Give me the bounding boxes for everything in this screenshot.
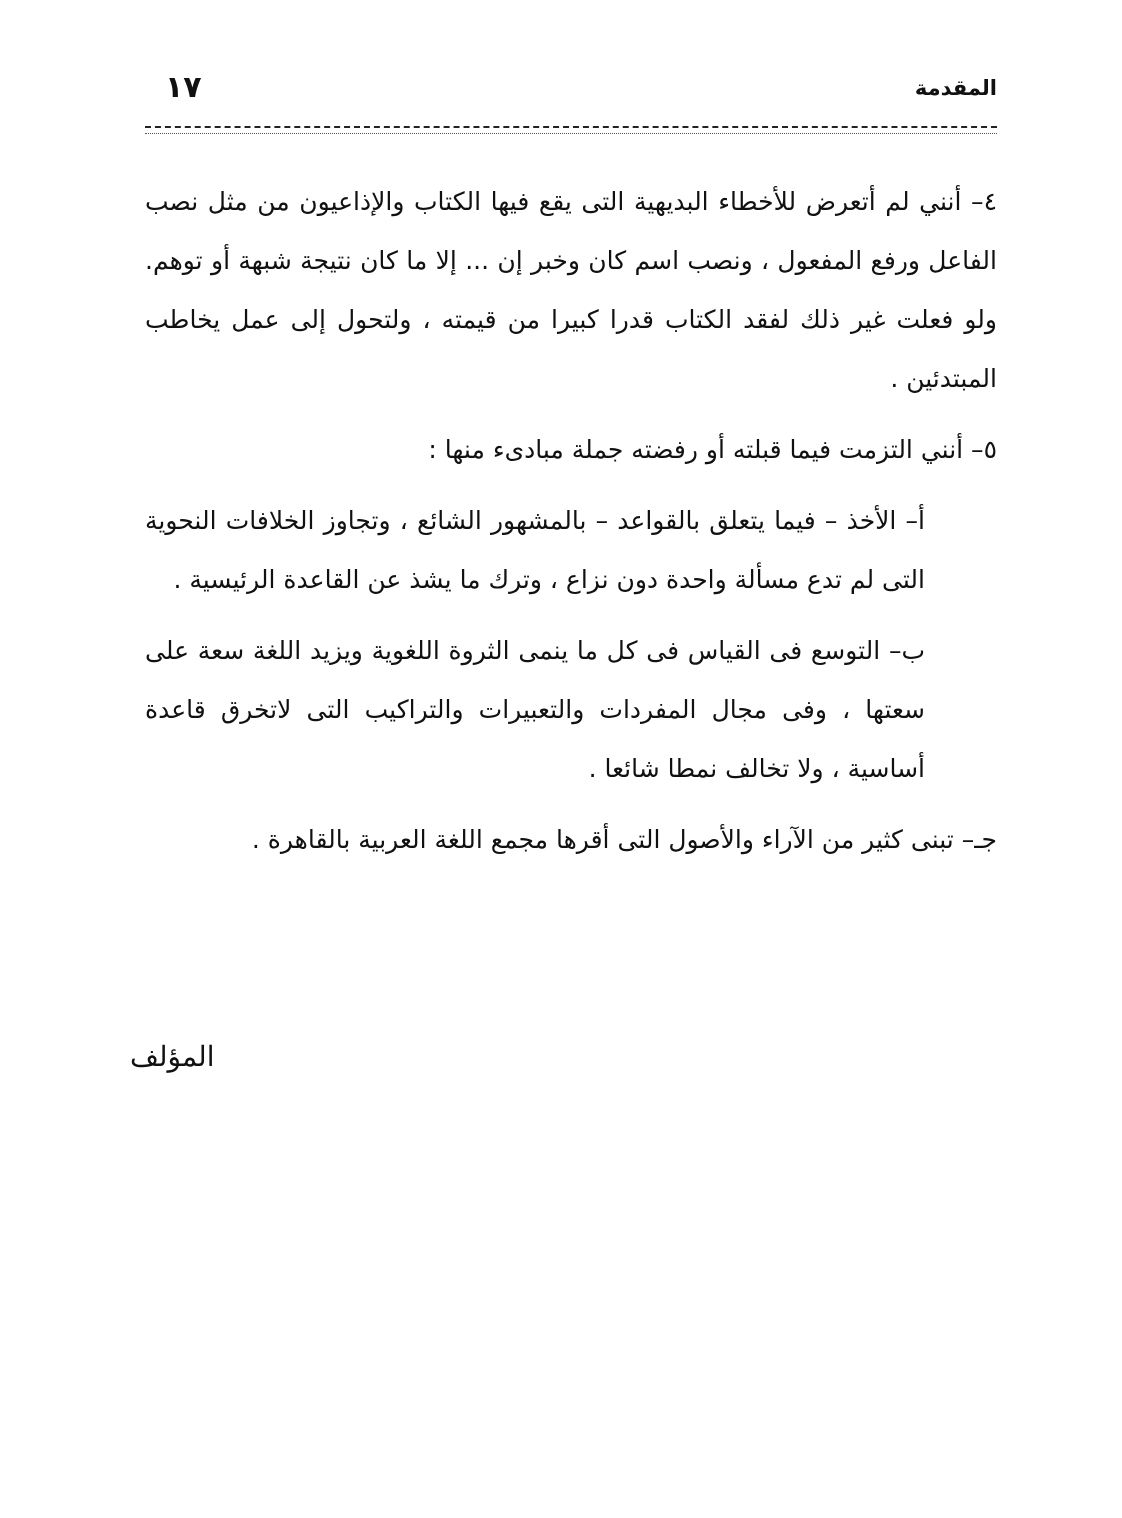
section-title: المقدمة xyxy=(914,76,997,100)
paragraph-subitem-b: ب– التوسع فى القياس فى كل ما ينمى الثروة اللغوية ويزيد اللغة سعة على سعتها ، وفى مجال المفردات والتعبيرات والتراكيب التى لاتخرق قاعدة أساسية ، ولا تخالف نمطا شائعا . xyxy=(145,636,925,783)
running-head xyxy=(145,70,997,120)
paragraph-subitem-c: جـ– تبنى كثير من الآراء والأصول التى أقرها مجمع اللغة العربية بالقاهرة . xyxy=(251,825,997,854)
author-signature: المؤلف xyxy=(130,1040,215,1073)
page-number: ١٧ xyxy=(165,70,202,105)
body-text xyxy=(145,172,997,885)
header-divider xyxy=(145,126,997,134)
paragraph-item-5: ٥– أنني التزمت فيما قبلته أو رفضته جملة مبادىء منها : xyxy=(428,435,997,464)
paragraph-item-4: ٤– أنني لم أتعرض للأخطاء البديهية التى يقع فيها الكتاب والإذاعيون من مثل نصب الفاعل ورفع المفعول ، ونصب اسم كان وخبر إن ... إلا ما كان نتيجة شبهة أو توهم. ولو فعلت غير ذلك لفقد الكتاب قدرا كبيرا من قيمته ، ولتحول إلى عمل يخاطب المبتدئين . xyxy=(145,187,997,393)
paragraph-subitem-a: أ– الأخذ – فيما يتعلق بالقواعد – بالمشهور الشائع ، وتجاوز الخلافات النحوية التى لم تدع مسألة واحدة دون نزاع ، وترك ما يشذ عن القاعدة الرئيسية . xyxy=(145,506,925,594)
